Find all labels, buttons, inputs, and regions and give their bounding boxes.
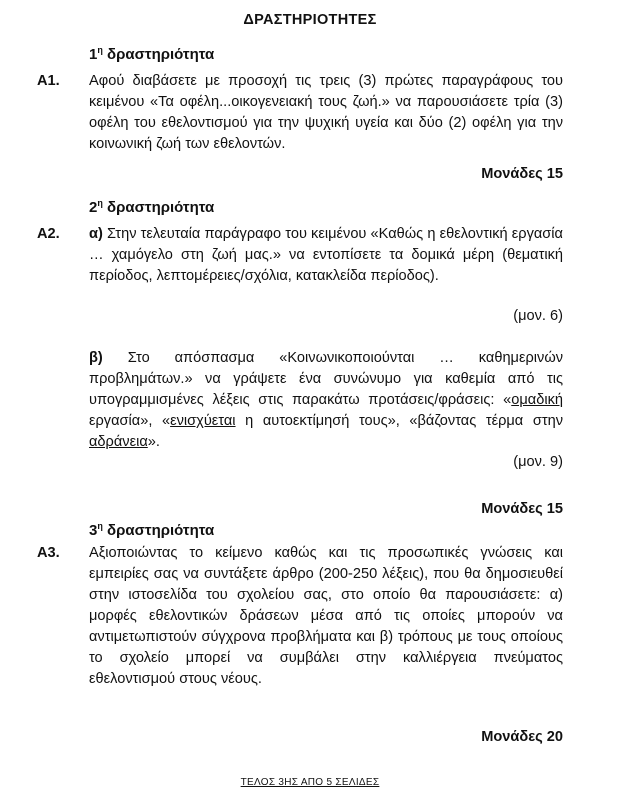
activity-1-text: Αφού διαβάσετε με προσοχή τις τρεις (3) πρώτες παραγράφους του κειμένου «Τα οφέλη...οικογενειακή τους ζωή.» να παρουσιάσετε τρία (3) οφέλη του εθελοντισμού για την ψυχική υγεία και δύο (2) οφέλη για την κοινωνική ζωή των εθελοντών. bbox=[89, 73, 563, 152]
activity-1-heading bbox=[89, 44, 214, 65]
activity-2-part-b bbox=[89, 348, 563, 453]
footer-text: ΤΕΛΟΣ 3ΗΣ ΑΠΟ 5 ΣΕΛΙΔΕΣ bbox=[240, 777, 380, 788]
activity-3-heading-text: δραστηριότητα bbox=[107, 522, 215, 539]
activity-2-marks: Μονάδες 15 bbox=[481, 501, 563, 517]
part-b-label: β) bbox=[89, 350, 103, 366]
activity-1-number: Α1. bbox=[37, 73, 60, 89]
activity-2-part-b-marks: (μον. 9) bbox=[513, 454, 563, 470]
activity-3-heading bbox=[89, 520, 214, 541]
activity-1-heading-sup: η bbox=[97, 45, 103, 55]
underlined-word-1: ομαδική bbox=[511, 392, 563, 408]
activity-2-part-a bbox=[89, 224, 563, 287]
page-title: ΔΡΑΣΤΗΡΙΟΤΗΤΕΣ bbox=[243, 12, 377, 28]
page-footer bbox=[0, 772, 620, 793]
underlined-word-2: ενισχύεται bbox=[170, 413, 236, 429]
part-a-label: α) bbox=[89, 226, 103, 242]
underlined-word-3: αδράνεια bbox=[89, 434, 148, 450]
activity-3-heading-num: 3 bbox=[89, 522, 98, 539]
activity-2-heading-num: 2 bbox=[89, 199, 98, 216]
part-b-text-3: η αυτοεκτίμησή τους», «βάζοντας τέρμα στην bbox=[235, 413, 563, 429]
activity-3-text: Αξιοποιώντας το κείμενο καθώς και τις προσωπικές γνώσεις και εμπειρίες σας να συντάξετε άρθρο (200-250 λέξεις), που θα δημοσιευθεί στην ιστοσελίδα του σχολείου σας, στο οποίο θα παρουσιάσετε: α) μορφές εθελοντικών δράσεων μέσα από τις οποίες μπορούν να αντιμετωπιστούν σύγχρονα προβλήματα και β) τρόπους με τους οποίους το σχολείο μπορεί να συμβάλει στην καλλιέργεια πνεύματος εθελοντισμού στους νέους. bbox=[89, 545, 563, 687]
activity-3-number: Α3. bbox=[37, 545, 60, 561]
part-b-text-1: Στο απόσπασμα «Κοινωνικοποιούνται … καθημερινών προβλημάτων.» να γράψετε ένα συνώνυμο για καθεμία από τις υπογραμμισμένες λέξεις στις παρακάτω προτάσεις/φράσεις: « bbox=[89, 350, 564, 408]
activity-2-heading bbox=[89, 197, 214, 218]
activity-1-heading-num: 1 bbox=[89, 46, 98, 63]
activity-2-number: Α2. bbox=[37, 226, 60, 242]
activity-1-marks: Μονάδες 15 bbox=[481, 166, 563, 182]
activity-1-heading-text: δραστηριότητα bbox=[107, 46, 215, 63]
part-a-text: Στην τελευταία παράγραφο του κειμένου «Καθώς η εθελοντική εργασία … χαμόγελο στη ζωή μας.» να εντοπίσετε τα δομικά μέρη (θεματική περίοδος, λεπτομέρειες/σχόλια, κατακλείδα περίοδος). bbox=[89, 226, 563, 284]
part-b-text-2: εργασία», « bbox=[89, 413, 171, 429]
activity-3-heading-sup: η bbox=[97, 521, 103, 531]
activity-2-heading-sup: η bbox=[97, 198, 103, 208]
activity-2-part-a-marks: (μον. 6) bbox=[513, 308, 563, 324]
activity-3-marks: Μονάδες 20 bbox=[481, 729, 563, 745]
activity-2-heading-text: δραστηριότητα bbox=[107, 199, 215, 216]
part-b-text-4: ». bbox=[147, 434, 160, 450]
